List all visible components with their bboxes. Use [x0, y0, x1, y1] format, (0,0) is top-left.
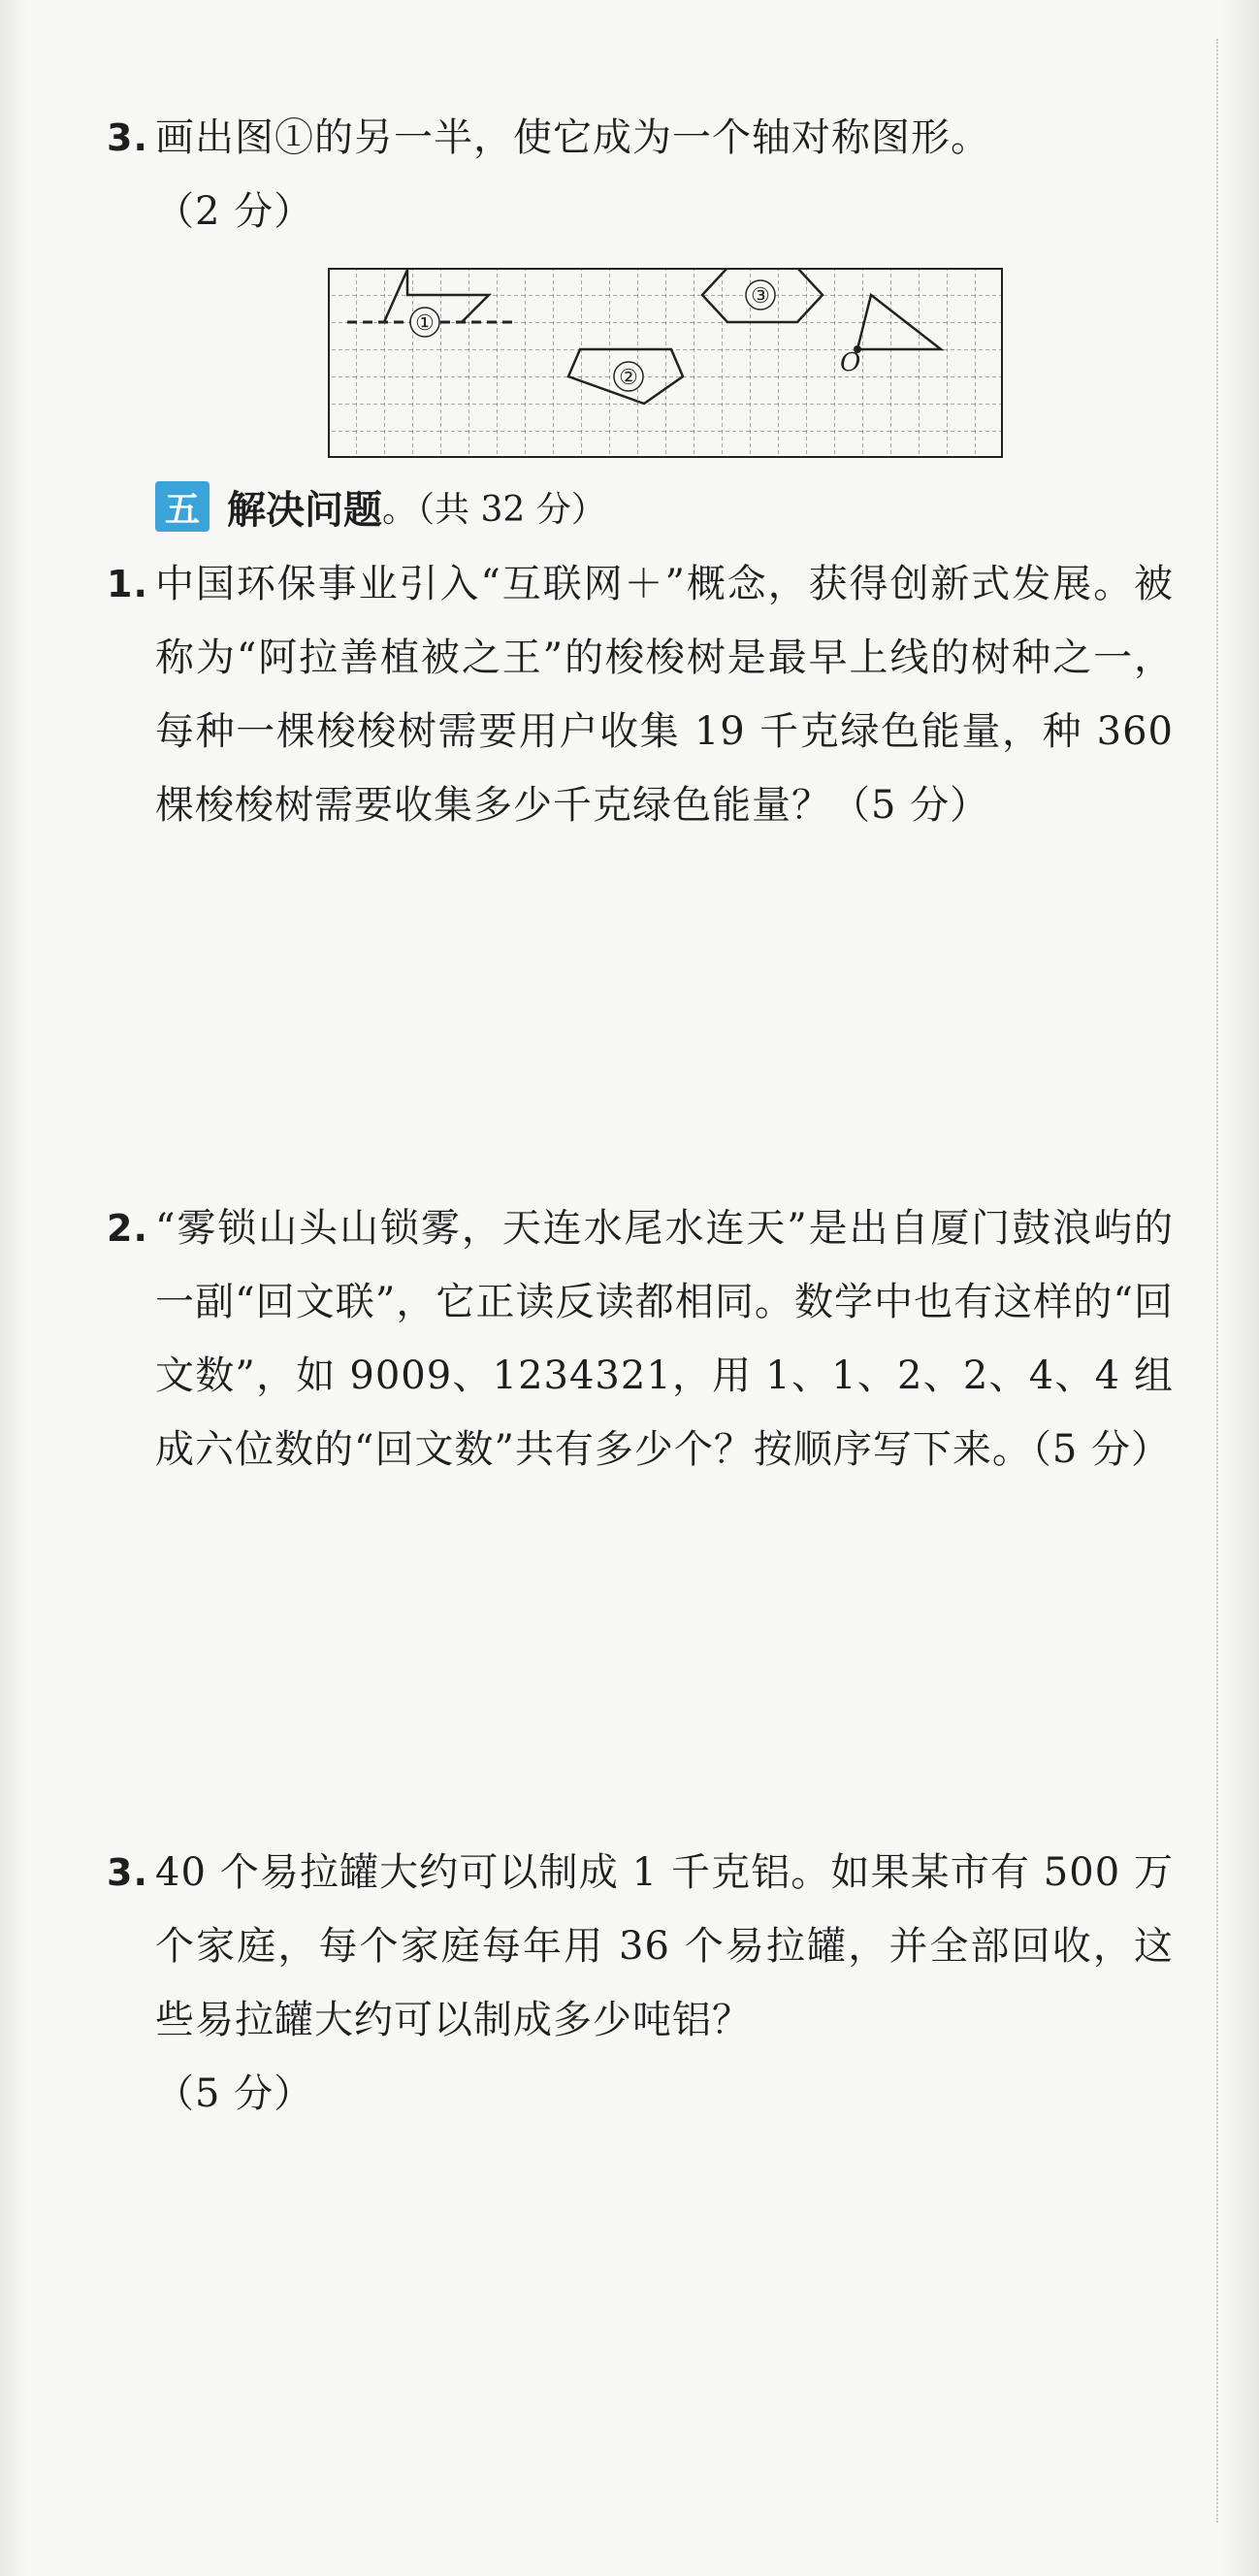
figure-2-label: ②: [619, 366, 638, 390]
grid-figure: [328, 268, 1003, 458]
question-text: 画出图①的另一半，使它成为一个轴对称图形。: [155, 115, 990, 160]
problem-3: [107, 1836, 1174, 2131]
section-title: 解决问题: [227, 487, 382, 533]
question-draw-symmetry: [107, 101, 1174, 248]
grid-pattern: [329, 269, 1002, 457]
question-score: （2 分）: [155, 189, 314, 234]
question-number: 3.: [107, 116, 148, 159]
section-heading: [155, 477, 606, 536]
section-badge: 五: [155, 481, 210, 532]
problem-number: 3.: [107, 1851, 148, 1894]
problem-number: 1.: [107, 563, 148, 605]
figure-1-label: ①: [415, 311, 435, 336]
problem-2: [107, 1191, 1174, 1486]
dotted-margin-line: [1216, 39, 1218, 2523]
problem-1: [107, 547, 1174, 842]
figure-3-label: ③: [751, 284, 770, 309]
problem-text: “雾锁山头山锁雾，天连水尾水连天”是出自厦门鼓浪屿的一副“回文联”，它正读反读都相同。数学中也有这样的“回文数”，如 9009、1234321，用 1、1、2、2、4、4 组成六位数的“回文数”共有多少个？按顺序写下来。（5 分）: [155, 1206, 1174, 1472]
section-note: 。（共 32 分）: [382, 489, 606, 530]
problem-text: 中国环保事业引入“互联网＋”概念，获得创新式发展。被称为“阿拉善植被之王”的梭梭树是最早上线的树种之一，每种一棵梭梭树需要用户收集 19 千克绿色能量，种 360 棵梭梭树需要收集多少千克绿色能量？（5 分）: [155, 562, 1174, 828]
problem-score: （5 分）: [155, 2071, 314, 2116]
page-edge-left: [0, 0, 29, 2576]
problem-text: 40 个易拉罐大约可以制成 1 千克铝。如果某市有 500 万个家庭，每个家庭每年用 36 个易拉罐，并全部回收，这些易拉罐大约可以制成多少吨铝？: [155, 1850, 1174, 2042]
problem-number: 2.: [107, 1207, 148, 1250]
page-edge-right: [1220, 0, 1259, 2576]
point-o-label: O: [840, 348, 861, 377]
grid-svg: [328, 268, 1003, 458]
